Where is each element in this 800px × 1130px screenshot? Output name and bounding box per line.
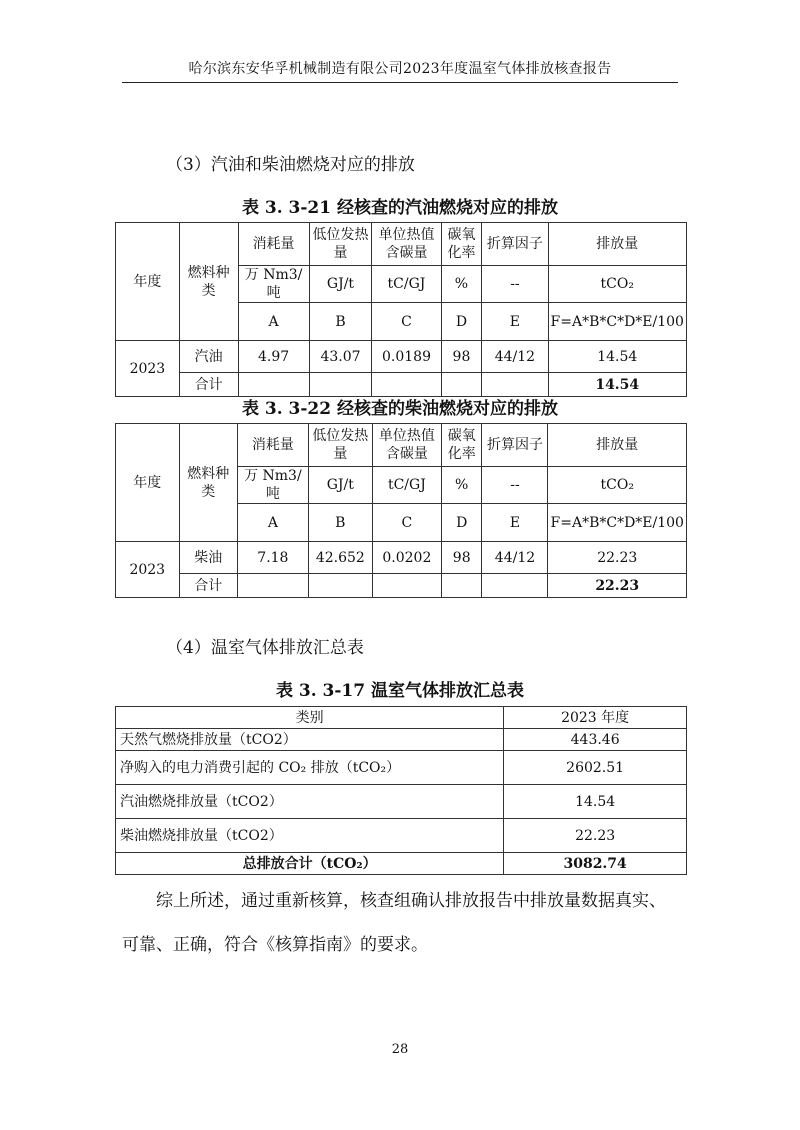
conclusion-paragraph: 综上所述，通过重新核算，核查组确认排放报告中排放量数据真实、可靠、正确，符合《核算指南》的要求。 bbox=[122, 891, 666, 955]
code-a: A bbox=[238, 303, 309, 341]
header-conversion-factor: 折算因子 bbox=[482, 223, 548, 266]
row-label: 柴油燃烧排放量（tCO2） bbox=[116, 819, 504, 853]
header-category: 类别 bbox=[116, 707, 504, 729]
value-ncv: 43.07 bbox=[309, 341, 372, 373]
code-f-formula: F=A*B*C*D*E/100 bbox=[548, 303, 686, 341]
value-ncv: 42.652 bbox=[308, 542, 372, 574]
row-label: 净购入的电力消费引起的 CO₂ 排放（tCO₂） bbox=[116, 751, 504, 785]
code-b: B bbox=[308, 504, 372, 542]
summary-table bbox=[115, 706, 687, 875]
row-label: 天然气燃烧排放量（tCO2） bbox=[116, 729, 504, 751]
value-emissions: 14.54 bbox=[548, 341, 686, 373]
total-label: 总排放合计（tCO₂） bbox=[116, 853, 504, 875]
row-year: 2023 bbox=[116, 341, 180, 397]
total-value: 3082.74 bbox=[504, 853, 687, 875]
header-carbon-content: 单位热值含碳量 bbox=[372, 424, 441, 467]
code-f-formula: F=A*B*C*D*E/100 bbox=[548, 504, 687, 542]
code-e: E bbox=[482, 303, 548, 341]
value-oxidation-rate: 98 bbox=[441, 341, 482, 373]
row-fuel: 汽油 bbox=[179, 341, 238, 373]
header-carbon-content: 单位热值含碳量 bbox=[372, 223, 441, 266]
header-fuel-type: 燃料种类 bbox=[179, 424, 237, 542]
total-emissions: 22.23 bbox=[548, 574, 687, 598]
header-year: 年度 bbox=[116, 424, 180, 542]
value-consumption: 7.18 bbox=[237, 542, 308, 574]
summary-table-caption: 表 3. 3-17 温室气体排放汇总表 bbox=[275, 681, 525, 701]
row-value: 2602.51 bbox=[504, 751, 687, 785]
row-year: 2023 bbox=[116, 542, 180, 598]
table-row bbox=[116, 819, 687, 853]
header-emissions: 排放量 bbox=[548, 223, 686, 266]
row-fuel: 柴油 bbox=[179, 542, 237, 574]
header-oxidation-rate: 碳氧化率 bbox=[441, 424, 482, 467]
unit-oxidation-rate: % bbox=[441, 467, 482, 504]
header-year-2023: 2023 年度 bbox=[504, 707, 687, 729]
header-consumption: 消耗量 bbox=[237, 424, 308, 467]
table-22-caption: 表 3. 3-22 经核查的柴油燃烧对应的排放 bbox=[241, 399, 559, 419]
table-21-gasoline bbox=[115, 222, 687, 397]
page-number: 28 bbox=[391, 1042, 409, 1057]
unit-oxidation-rate: % bbox=[441, 266, 482, 303]
unit-consumption: 万 Nm3/吨 bbox=[238, 266, 309, 303]
value-oxidation-rate: 98 bbox=[441, 542, 482, 574]
table-22-diesel bbox=[115, 423, 687, 598]
unit-ncv: GJ/t bbox=[308, 467, 372, 504]
code-b: B bbox=[309, 303, 372, 341]
total-label: 合计 bbox=[179, 574, 237, 598]
row-label: 汽油燃烧排放量（tCO2） bbox=[116, 785, 504, 819]
header-emissions: 排放量 bbox=[548, 424, 687, 467]
header-conversion-factor: 折算因子 bbox=[482, 424, 548, 467]
total-emissions: 14.54 bbox=[548, 373, 686, 397]
value-consumption: 4.97 bbox=[238, 341, 309, 373]
header-oxidation-rate: 碳氧化率 bbox=[441, 223, 482, 266]
value-carbon-content: 0.0202 bbox=[372, 542, 441, 574]
table-21-caption: 表 3. 3-21 经核查的汽油燃烧对应的排放 bbox=[241, 198, 559, 218]
row-value: 22.23 bbox=[504, 819, 687, 853]
unit-emissions: tCO₂ bbox=[548, 266, 686, 303]
code-c: C bbox=[372, 504, 441, 542]
unit-carbon-content: tC/GJ bbox=[372, 467, 441, 504]
table-row bbox=[116, 751, 687, 785]
header-ncv: 低位发热量 bbox=[309, 223, 372, 266]
code-a: A bbox=[237, 504, 308, 542]
code-c: C bbox=[372, 303, 441, 341]
table-row bbox=[116, 729, 687, 751]
code-d: D bbox=[441, 504, 482, 542]
header-year: 年度 bbox=[116, 223, 180, 341]
unit-conversion-factor: -- bbox=[482, 266, 548, 303]
value-emissions: 22.23 bbox=[548, 542, 687, 574]
section-3-title: （3）汽油和柴油燃烧对应的排放 bbox=[166, 155, 415, 175]
unit-conversion-factor: -- bbox=[482, 467, 548, 504]
value-conversion-factor: 44/12 bbox=[482, 341, 548, 373]
total-label: 合计 bbox=[179, 373, 238, 397]
unit-ncv: GJ/t bbox=[309, 266, 372, 303]
code-d: D bbox=[441, 303, 482, 341]
unit-emissions: tCO₂ bbox=[548, 467, 687, 504]
value-carbon-content: 0.0189 bbox=[372, 341, 441, 373]
value-conversion-factor: 44/12 bbox=[482, 542, 548, 574]
header-consumption: 消耗量 bbox=[238, 223, 309, 266]
page-header: 哈尔滨东安华孚机械制造有限公司2023年度温室气体排放核查报告 bbox=[122, 58, 678, 83]
header-ncv: 低位发热量 bbox=[308, 424, 372, 467]
section-4-title: （4）温室气体排放汇总表 bbox=[166, 638, 364, 658]
unit-carbon-content: tC/GJ bbox=[372, 266, 441, 303]
unit-consumption: 万 Nm3/吨 bbox=[237, 467, 308, 504]
row-value: 443.46 bbox=[504, 729, 687, 751]
table-row bbox=[116, 785, 687, 819]
row-value: 14.54 bbox=[504, 785, 687, 819]
code-e: E bbox=[482, 504, 548, 542]
header-fuel-type: 燃料种类 bbox=[179, 223, 238, 341]
